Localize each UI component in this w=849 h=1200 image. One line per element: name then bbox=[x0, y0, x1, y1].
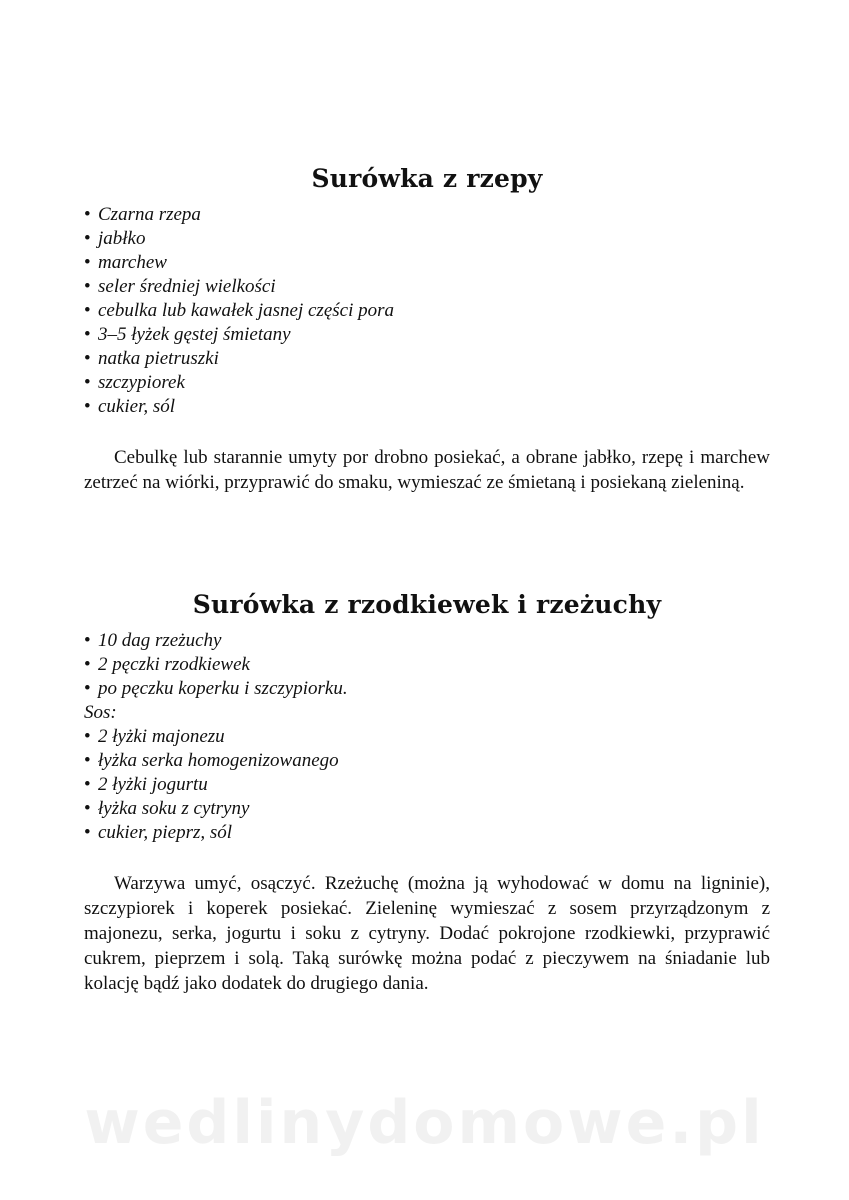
ingredient-list bbox=[84, 629, 770, 845]
bullet-icon: • bbox=[84, 726, 91, 747]
ingredient-item bbox=[84, 653, 770, 677]
bullet-icon: • bbox=[84, 750, 91, 771]
ingredient-list bbox=[84, 203, 770, 419]
ingredient-item bbox=[84, 299, 770, 323]
recipe-title: Surówka z rzepy bbox=[311, 164, 543, 193]
recipe-title: Surówka z rzodkiewek i rzeżuchy bbox=[192, 590, 662, 619]
bullet-icon: • bbox=[84, 300, 91, 321]
bullet-icon: • bbox=[84, 228, 91, 249]
bullet-icon: • bbox=[84, 348, 91, 369]
ingredient-text: cukier, pieprz, sól bbox=[98, 822, 233, 843]
ingredient-item bbox=[84, 251, 770, 275]
ingredient-item bbox=[84, 323, 770, 347]
ingredient-item bbox=[84, 773, 770, 797]
bullet-icon: • bbox=[84, 276, 91, 297]
ingredient-text: jabłko bbox=[98, 228, 146, 249]
bullet-icon: • bbox=[84, 204, 91, 225]
ingredient-text: 3–5 łyżek gęstej śmietany bbox=[98, 324, 291, 345]
recipe-rzepa bbox=[84, 164, 770, 495]
ingredient-item bbox=[84, 347, 770, 371]
bullet-icon: • bbox=[84, 654, 91, 675]
ingredient-item bbox=[84, 395, 770, 419]
bullet-icon: • bbox=[84, 798, 91, 819]
ingredient-item bbox=[84, 203, 770, 227]
ingredient-text: marchew bbox=[98, 252, 167, 273]
ingredient-text: szczypiorek bbox=[98, 372, 185, 393]
ingredient-text: cebulka lub kawałek jasnej części pora bbox=[98, 300, 395, 321]
bullet-icon: • bbox=[84, 630, 91, 651]
recipe-instructions: Cebulkę lub starannie umyty por drobno posiekać, a obrane jabłko, rzepę i marchew zetrzeć na wiórki, przyprawić do smaku, wymieszać ze śmietaną i posiekaną zieleniną. bbox=[84, 447, 770, 493]
recipe-rzodkiewki bbox=[84, 590, 770, 996]
ingredient-item bbox=[84, 629, 770, 653]
ingredient-text: po pęczku koperku i szczypiorku. bbox=[98, 678, 348, 699]
ingredient-item bbox=[84, 725, 770, 749]
ingredient-text: 2 pęczki rzodkiewek bbox=[98, 654, 250, 675]
bullet-icon: • bbox=[84, 678, 91, 699]
bullet-icon: • bbox=[84, 774, 91, 795]
bullet-icon: • bbox=[84, 324, 91, 345]
ingredient-text: 2 łyżki jogurtu bbox=[98, 774, 208, 795]
ingredient-text: natka pietruszki bbox=[98, 348, 219, 369]
sauce-label bbox=[84, 701, 770, 725]
ingredient-text: 10 dag rzeżuchy bbox=[98, 630, 222, 651]
ingredient-item bbox=[84, 371, 770, 395]
ingredient-item bbox=[84, 749, 770, 773]
ingredient-item bbox=[84, 227, 770, 251]
ingredient-item bbox=[84, 821, 770, 845]
bullet-icon: • bbox=[84, 396, 91, 417]
ingredient-item bbox=[84, 797, 770, 821]
recipe-instructions: Warzywa umyć, osączyć. Rzeżuchę (można ją wyhodować w domu na ligninie), szczypiorek i koperek posiekać. Zieleninę wymieszać z sosem przyrządzonym z majonezu, serka, jogurtu i soku z cytryny. Dodać pokrojone rzodkiewki, przyprawić cukrem, pieprzem i solą. Taką surówkę można podać z pieczywem na śniadanie lub kolację bądź jako dodatek do drugiego dania. bbox=[84, 873, 770, 994]
bullet-icon: • bbox=[84, 252, 91, 273]
bullet-icon: • bbox=[84, 372, 91, 393]
ingredient-text: seler średniej wielkości bbox=[98, 276, 276, 297]
ingredient-text: łyżka soku z cytryny bbox=[98, 798, 250, 819]
ingredient-text: łyżka serka homogenizowanego bbox=[98, 750, 339, 771]
watermark: wedlinydomowe.pl bbox=[84, 1088, 765, 1158]
ingredient-text: cukier, sól bbox=[98, 396, 176, 417]
ingredient-text: 2 łyżki majonezu bbox=[98, 726, 225, 747]
ingredient-item bbox=[84, 275, 770, 299]
ingredient-text: Sos: bbox=[84, 702, 117, 723]
ingredient-item bbox=[84, 677, 770, 701]
ingredient-text: Czarna rzepa bbox=[98, 204, 201, 225]
bullet-icon: • bbox=[84, 822, 91, 843]
